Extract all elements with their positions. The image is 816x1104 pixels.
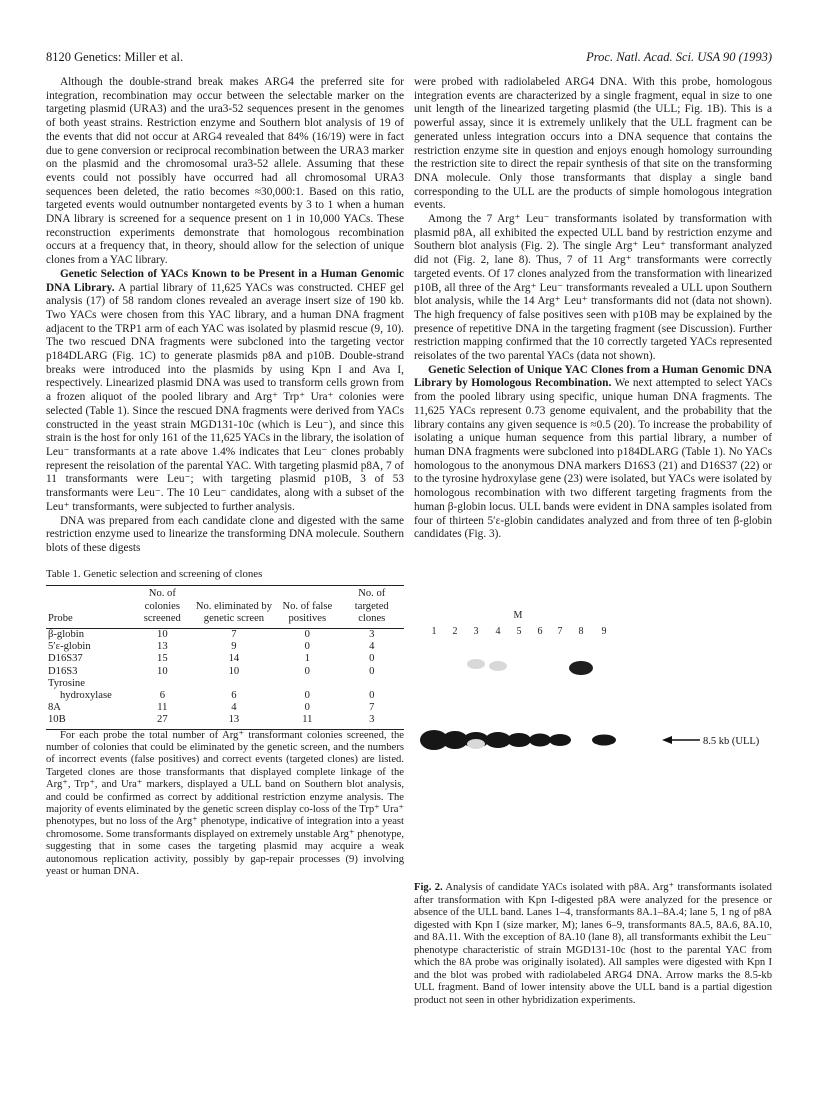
figure-2-southern-blot <box>414 604 772 872</box>
table-cell: 0 <box>369 665 375 677</box>
table-row <box>46 678 404 690</box>
table-row <box>46 641 404 653</box>
table-row <box>46 690 404 702</box>
table-cell: 10 <box>157 628 168 640</box>
table-cell: 15 <box>157 653 168 665</box>
table-row-probe: β-globin <box>48 628 84 640</box>
ull-band <box>507 733 531 747</box>
table-cell: 11 <box>157 702 168 714</box>
table-title: Table 1. Genetic selection and screening of clones <box>46 567 263 580</box>
table-row <box>46 666 404 678</box>
table-header-cell: No. eliminated by genetic screen <box>193 586 275 629</box>
lane-8-upper-band <box>569 661 593 675</box>
table-cell <box>193 678 275 690</box>
lane-label: 6 <box>537 626 543 637</box>
table-header-cell: Probe <box>46 586 132 629</box>
table-cell: 3 <box>340 714 404 729</box>
table-cell: 4 <box>369 641 375 653</box>
table-cell <box>340 678 404 690</box>
table-cell: 6 <box>159 689 165 701</box>
lane-label: 9 <box>601 626 607 637</box>
ull-band <box>549 734 571 746</box>
table-cell <box>132 678 193 690</box>
body-paragraph <box>46 268 404 515</box>
lane-label: 1 <box>431 626 437 637</box>
table-header-cell: No. of false positives <box>275 586 339 629</box>
table-cell: 0 <box>304 641 310 653</box>
table-row-probe: D16S3 <box>48 665 78 677</box>
faint-smear <box>467 739 485 749</box>
table-cell: 4 <box>231 702 237 714</box>
table-cell: 14 <box>228 653 240 665</box>
table-header-cell: No. of targeted clones <box>340 586 404 629</box>
body-paragraph <box>414 364 772 542</box>
running-header-right: Proc. Natl. Acad. Sci. USA 90 (1993) <box>586 50 772 64</box>
running-header-left: 8120 Genetics: Miller et al. <box>46 50 184 64</box>
table-row <box>46 628 404 641</box>
table-cell: 7 <box>231 628 237 640</box>
table-cell: 0 <box>369 653 375 665</box>
table-cell: 9 <box>231 641 237 653</box>
faint-smear <box>489 661 507 671</box>
table-cell: 0 <box>369 689 375 701</box>
section-text: A partial library of 11,625 YACs was constructed. CHEF gel analysis (17) of 58 random clones revealed an average insert size of 190 kb. Two YACs were chosen from this YAC library, and a human DNA fragment adjacent to the TRP1 arm of each YAC was isolated by plasmid rescue (9, 10). The two rescued DNA fragments were subcloned into the targeting vector p184DLARG (Fig. 1C) to generate plasmids p8A and p10B. Double-strand breaks were introduced into the plasmids by using Kpn I and Ava I, respectively. Linearized plasmid DNA was used to transform cells grown from a frozen aliquot of the pooled library and Arg⁺ Trp⁺ Ura⁺ colonies were selected (Table 1). Since the rescued DNA fragments were derived from YACs constructed in the yeast strain MGD131-10c (which is Leu⁻), and since this strain is the host for only 161 of the 11,625 YACs in the library, the isolation of Leu⁻ transformants at a rate above 1.4% indicates that Leu⁻ clones probably represent the reisolation of the parental YAC. With targeting plasmid p8A, 7 of 11 transformants were Leu⁻; with targeting plasmid p10B, 3 of 53 transformants were Leu⁻. The 10 Leu⁻ candidates, along with a subset of the Leu⁺ transformants, were subjected to further analysis. <box>46 281 405 513</box>
table-cell: 13 <box>193 714 275 729</box>
lane-label: 8 <box>578 626 584 637</box>
table-row <box>46 653 404 665</box>
ull-band-label: 8.5 kb (ULL) <box>703 736 760 747</box>
body-paragraph: DNA was prepared from each candidate clone and digested with the same restriction enzyme used to linearize the transforming DNA molecule. Southern blots of these digests <box>46 514 404 554</box>
table-cell: 0 <box>304 665 310 677</box>
body-paragraph: Although the double-strand break makes ARG4 the preferred site for integration, recombination may occur between the selectable marker on the targeting plasmid (URA3) and the ura3-52 sequences present in the genomes of both yeast strains. Restriction enzyme and Southern blot analysis of 19 of the events that did not occur at ARG4 revealed that 84% (16/19) were in fact due to gene conversion or reciprocal recombination between the URA3 marker on the plasmid and the chromosomal ura3-52 allele. Assuming that these events could not possibly have occurred had all chromosomal URA3 sequences been deleted, the ratio becomes ≈30,000:1. Based on this ratio, targeted events would outnumber nontargeted events by 3 to 1 when a human DNA library is screened for a sequence present on 1 in 10,000 YACs. These reconstruction experiments demonstrate that homologous recombination occurs at a frequency that, in theory, should allow for the selection of unique clones from a YAC library. <box>46 76 404 267</box>
table-row-probe: Tyrosine <box>48 677 85 689</box>
table-cell: 10 <box>228 665 240 677</box>
lane-label: 2 <box>452 626 458 637</box>
ull-band <box>592 735 616 746</box>
table-1 <box>46 585 404 729</box>
table-header-cell: No. of colonies screened <box>132 586 193 629</box>
table-row <box>46 702 404 714</box>
figure-caption-text: Analysis of candidate YACs isolated with p8A. Arg⁺ transformants isolated after transformation with Kpn I-digested p8A were analyzed for the presence or absence of the ULL band. Lanes 1–4, transformants 8A.1–8A.4; lane 5, 1 ng of p8A digested with Kpn I (size marker, M); lanes 6–9, transformants 8A.5, 8A.6, 8A.10, and 8A.11. With the exception of 8A.10 (lane 8), all transformants exhibit the Leu⁻ phenotype characteristic of strain MGD131-10c (host to the parental YAC from which the 8A probe was originally isolated). All samples were digested with Kpn I and the blot was probed with radiolabeled ARG4 DNA. Arrow marks the 8.5-kb ULL fragment. Band of lower intensity above the ULL band is a partial digestion product not seen in other hybridization experiments. <box>414 882 772 1006</box>
body-paragraph: Among the 7 Arg⁺ Leu⁻ transformants isolated by transformation with plasmid p8A, all exhibited the expected ULL band by restriction enzyme and Southern blot analysis (Fig. 2). The single Arg⁺ Leu⁺ transformant analyzed did not (Fig. 2, lane 8). Thus, 7 of 11 Arg⁺ transformants were correctly targeted events. Of 17 clones analyzed from the transformation with linearized p10B, all three of the Arg⁺ Leu⁻ transformants revealed a ULL upon Southern blot analysis, while the 14 Arg⁺ Leu⁺ transformants did not (data not shown). The high frequency of false positives seen with p10B may be explained by the presence of repetitive DNA in the targeting fragment (see Discussion). Further restriction mapping confirmed that the 10 correctly targeted YACs represented reisolates of the two parental YACs (data not shown). <box>414 213 772 363</box>
faint-smear <box>467 659 485 669</box>
figure-caption-label: Fig. 2. <box>414 882 443 893</box>
lane-label: 3 <box>473 626 479 637</box>
lane-label: 7 <box>557 626 563 637</box>
table-cell <box>275 678 339 690</box>
table-cell: 11 <box>275 714 339 729</box>
lane-label: M <box>513 610 523 621</box>
table-row-probe: hydroxylase <box>60 689 112 701</box>
ull-arrow-head <box>662 736 672 744</box>
table-row-probe: D16S37 <box>48 653 83 665</box>
figure-2-caption <box>414 882 772 1007</box>
section-heading: Genetic Selection of Unique YAC Clones from a Human Genomic DNA Library by Homologous Recombination. <box>414 363 772 390</box>
lane-label: 5 <box>516 626 522 637</box>
table-cell: 1 <box>304 653 310 665</box>
body-paragraph: were probed with radiolabeled ARG4 DNA. With this probe, homologous integration events are characterized by a single fragment, equal in size to one unit length of the linearized targeting plasmid (the ULL; Fig. 1B). This is a powerful assay, since it is extremely unlikely that the ULL fragment can be generated unless integration occurs into a DNA sequence that contains the restriction enzyme site in question and enjoys enough homology surrounding the restriction site to direct the repair synthesis of that site on the transforming DNA molecule. Only those transformants that display a single band corresponding to the ULL are the products of simple homologous integration events. <box>414 76 772 212</box>
table-cell: 3 <box>369 628 375 640</box>
table-header-row <box>46 586 404 629</box>
table-cell: 13 <box>157 641 168 653</box>
table-cell: 6 <box>231 689 237 701</box>
section-heading: Genetic Selection of YACs Known to be Present in a Human Genomic DNA Library. <box>46 267 404 294</box>
lane-label: 4 <box>495 626 501 637</box>
ull-band <box>529 734 551 747</box>
table-footnote: For each probe the total number of Arg⁺ transformant colonies screened, the number of colonies that could be eliminated by the genetic screen, and the numbers of incorrect events (false positives) and correct events (targeted clones) are listed. Targeted clones are those transformants that displayed complete linkage of the Arg⁺, Trp⁺, and Ura⁺ markers, displayed a ULL band on Southern blot analysis, and could be confirmed as correct by additional restriction enzyme analysis. The majority of events eliminated by the genetic screen display co-loss of the Trp⁺ Ura⁺ phenotypes, but no loss of the Arg⁺ phenotype, indicative of integration into a yeast chromosome. Some transformants displayed on extremely unstable Arg⁺ phenotype, suggesting that in some cases the targeting plasmid may acquire a weak autonomous replication activity, possibly by gap-repair processes (9) involving yeast or human DNA. <box>46 729 404 878</box>
table-row-probe: 10B <box>46 714 132 729</box>
right-column <box>414 76 772 542</box>
table-row <box>46 714 404 729</box>
left-column <box>46 76 404 878</box>
table-row-probe: 8A <box>48 702 61 714</box>
table-row-probe: 5′ε-globin <box>48 641 91 653</box>
table-cell: 0 <box>304 689 310 701</box>
table-cell: 0 <box>304 702 310 714</box>
section-text: We next attempted to select YACs from the pooled library using specific, unique human DNA fragments. The 11,625 YACs represent 0.73 genome equivalent, and the probability that the library contains any given sequence is ≈0.5 (20). To increase the probability of isolating a unique human sequence from this partial library, a number of human DNA fragments were subcloned into p184DLARG (Table 1). No YACs homologous to the anonymous DNA markers D16S3 (21) and D16S37 (22) or to the tyrosine hydroxylase gene (23) were isolated, but YACs were isolated by homologous recombination with two different targeting fragments from the human β-globin locus. ULL bands were evident in DNA samples isolated from four of thirteen 5′ε-globin candidates analyzed and from three of ten β-globin candidates (Fig. 3). <box>414 377 772 541</box>
table-cell: 27 <box>132 714 193 729</box>
table-cell: 10 <box>157 665 168 677</box>
table-cell: 7 <box>369 702 375 714</box>
table-cell: 0 <box>304 628 310 640</box>
